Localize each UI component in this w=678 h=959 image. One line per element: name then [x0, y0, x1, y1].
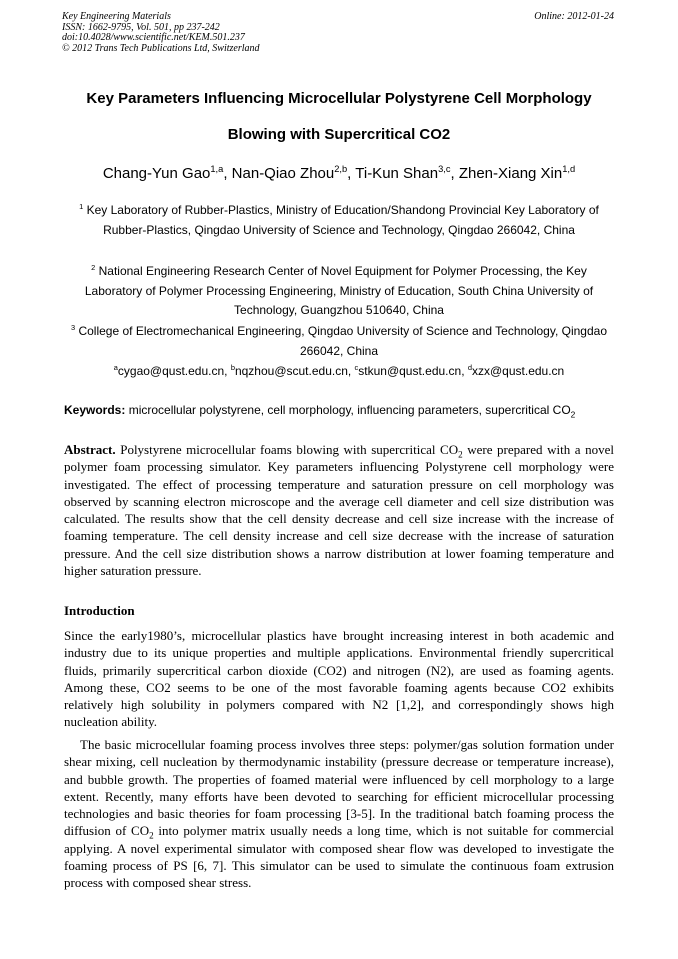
- journal-name: Key Engineering Materials: [62, 11, 171, 22]
- paper-title-line-2: Blowing with Supercritical CO2: [227, 126, 451, 143]
- email-mark: a: [113, 363, 118, 372]
- author-name: Zhen-Xiang Xin: [458, 165, 563, 182]
- affiliation-number: 1: [79, 202, 84, 211]
- introduction-paragraph-2: [64, 736, 614, 892]
- author-separator: ,: [347, 165, 356, 182]
- affiliation-text: Key Laboratory of Rubber-Plastics, Ministry of Education/Shandong Provincial Key Laboratory of Rubber-Plastics, Qingdao University of Science and Technology, Qingdao 266042, China: [83, 203, 599, 237]
- abstract-text-part-1: Polystyrene microcellular foams blowing with supercritical CO: [115, 442, 459, 457]
- paragraph-subscript: 2: [149, 831, 154, 842]
- journal-info: [62, 12, 260, 54]
- email-address[interactable]: stkun@qust.edu.cn: [358, 364, 462, 378]
- affiliation-2: [62, 262, 616, 321]
- author-name: Chang-Yun Gao: [102, 165, 211, 182]
- keywords: [64, 403, 624, 420]
- email-mark: b: [230, 363, 235, 372]
- email-mark: c: [354, 363, 359, 372]
- keywords-text: microcellular polystyrene, cell morphology, influencing parameters, supercritical CO: [125, 403, 571, 417]
- email-mark: d: [467, 363, 472, 372]
- online-date: Online: 2012-01-24: [534, 11, 614, 22]
- author-affiliation-mark: 2,b: [334, 164, 348, 174]
- email-separator: ,: [224, 364, 231, 378]
- introduction-paragraph-1: Since the early1980’s, microcellular plastics have brought increasing interest in both academic and industry due to its unique properties and multiple applications. Environmental friendly supercritical fluids, primarily supercritical carbon dioxide (CO2) and nitrogen (N2), are used as foaming agents. Among these, CO2 seems to be one of the most favorable foaming agents because CO2 exhibits relatively high solubility in polymers compared with N2 [1,2], and correspondingly shows high nucleation ability.: [64, 628, 614, 730]
- author-emails: [40, 364, 638, 378]
- affiliation-text: College of Electromechanical Engineering, Qingdao University of Science and Technology, Qingdao 266042, China: [75, 324, 607, 358]
- email-address[interactable]: nqzhou@scut.edu.cn: [234, 364, 348, 378]
- keywords-subscript: 2: [570, 409, 576, 420]
- journal-copyright: © 2012 Trans Tech Publications Ltd, Switzerland: [62, 42, 260, 54]
- abstract-label: Abstract.: [64, 442, 116, 457]
- author-separator: ,: [223, 165, 232, 182]
- author-affiliation-mark: 1,a: [210, 164, 224, 174]
- paper-title-line-1: Key Parameters Influencing Microcellular Polystyrene Cell Morphology: [86, 90, 592, 107]
- introduction-heading: Introduction: [64, 603, 135, 618]
- keywords-label: Keywords:: [64, 403, 126, 417]
- affiliation-text: National Engineering Research Center of Novel Equipment for Polymer Processing, the Key Laboratory of Polymer Processing Engineering, Ministry of Education, South China University of Technology, Guangzhou 510640, China: [84, 264, 594, 317]
- paragraph-text-part-2: into polymer matrix usually needs a long time, which is not suitable for commercial applying. A novel experimental simulator with composed shear flow was developed to investigate the foaming process of PS [6, 7]. This simulator can be used to simulate the continuous foam extrusion process with composed shear stress.: [64, 823, 614, 891]
- journal-doi: doi:10.4028/www.scientific.net/KEM.501.237: [62, 32, 245, 43]
- email-address[interactable]: xzx@qust.edu.cn: [472, 364, 565, 378]
- abstract: [64, 441, 614, 579]
- email-address[interactable]: cygao@qust.edu.cn: [117, 364, 225, 378]
- author-affiliation-mark: 1,d: [562, 164, 576, 174]
- author-name: Nan-Qiao Zhou: [231, 165, 335, 182]
- email-separator: ,: [461, 364, 468, 378]
- paragraph-text-part-1: The basic microcellular foaming process involves three steps: polymer/gas solution formation under shear mixing, cell nucleation by thermodynamic instability (pressure decrease or temperature increase), and bubble growth. The properties of foamed material were influenced by cell morphology to a large extent. Recently, many efforts have been devoted to searching for efficient microcellular processing technologies and basic theories for foam processing [3-5]. In the traditional batch foaming process the diffusion of CO: [64, 737, 614, 839]
- email-separator: ,: [347, 364, 355, 378]
- author-list: [40, 165, 638, 182]
- author-separator: ,: [450, 165, 459, 182]
- journal-issn: ISSN: 1662-9795, Vol. 501, pp 237-242: [62, 21, 220, 33]
- abstract-subscript: 2: [458, 449, 463, 460]
- affiliation-3: [62, 322, 616, 361]
- affiliation-number: 3: [70, 323, 76, 332]
- affiliation-1: [62, 201, 616, 240]
- abstract-text-part-2: were prepared with a novel polymer foam processing simulator. Key parameters influencing Polystyrene cell morphology were investigated. The effect of processing temperature and saturation pressure on cell morphology was observed by scanning electron microscope and the average cell diameter and cell size distribution was calculated. The results show that the cell density decrease and cell size increase with the increase of foaming temperature. The cell density increase and cell size decrease with the increase of saturation pressure. And the cell size distribution shows a narrow distribution at lower foaming temperature and higher saturation pressure.: [64, 442, 614, 579]
- author-name: Ti-Kun Shan: [355, 165, 439, 182]
- author-affiliation-mark: 3,c: [438, 164, 451, 174]
- affiliation-number: 2: [91, 263, 96, 272]
